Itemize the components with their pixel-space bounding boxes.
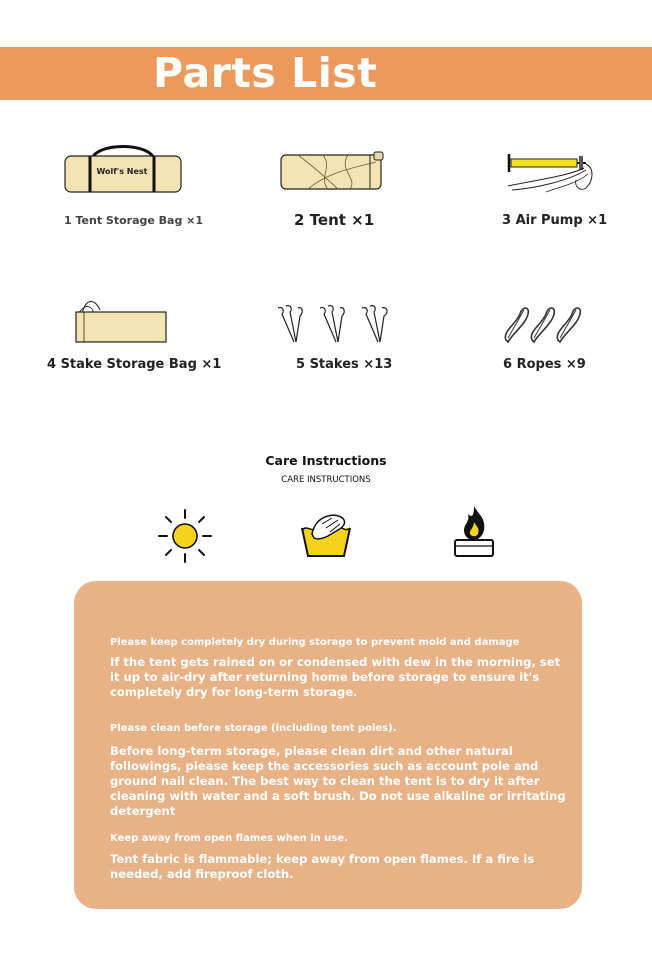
fire-icon: [452, 504, 496, 560]
part-label-tent: 2 Tent ×1: [294, 211, 375, 229]
care-subtitle: CARE INSTRUCTIONS: [281, 475, 371, 485]
part-label-tent-storage-bag: 1 Tent Storage Bag ×1: [64, 214, 204, 227]
part-label-stakes: 5 Stakes ×13: [296, 357, 393, 372]
tent-storage-bag-icon: [62, 140, 184, 194]
care-item-3-heading: Keep away from open flames when in use.: [110, 833, 348, 844]
ropes-icon: [500, 302, 584, 344]
care-title: Care Instructions: [265, 453, 387, 468]
part-label-stake-storage-bag: 4 Stake Storage Bag ×1: [47, 357, 222, 372]
stakes-icon: [274, 302, 396, 346]
part-label-ropes: 6 Ropes ×9: [503, 357, 586, 372]
care-item-1-heading: Please keep completely dry during storage to prevent mold and damage: [110, 637, 520, 648]
page-title: Parts List: [153, 49, 378, 97]
rolled-tent-icon: [278, 150, 388, 192]
care-item-1-body: If the tent gets rained on or condensed with dew in the morning, set it up to air-dry after returning home before storage to ensure it's completely dry for long-term storage.: [110, 655, 561, 699]
part-label-air-pump: 3 Air Pump ×1: [502, 213, 608, 228]
care-item-2-body: Before long-term storage, please clean dirt and other natural followings, please keep the accessories such as account pole and ground nail clean. The best way to clean the tent is to dry it after cleaning with water and a soft brush. Do not use alkaline or irritating detergent: [110, 744, 566, 818]
hand-wash-icon: [298, 510, 354, 560]
stake-bag-icon: [72, 296, 170, 344]
care-item-3-body: Tent fabric is flammable; keep away from open flames. If a fire is needed, add fireproof cloth.: [110, 852, 535, 881]
care-item-2-heading: Please clean before storage (including tent poles).: [110, 723, 397, 734]
bag-brand-text: Wolf's Nest: [96, 167, 148, 176]
sun-icon: [157, 508, 213, 564]
air-pump-icon: [506, 150, 596, 196]
